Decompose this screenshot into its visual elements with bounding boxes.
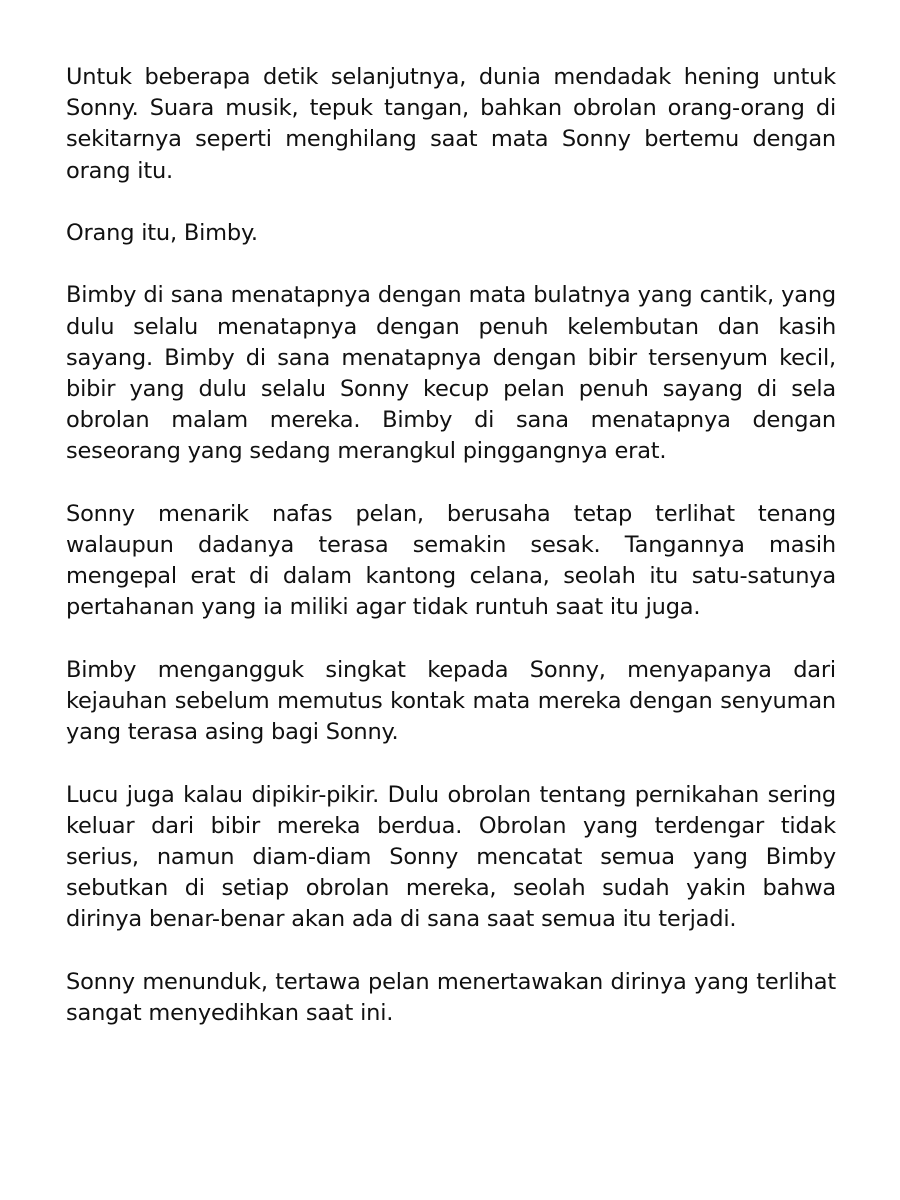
document-page: [66, 62, 836, 1029]
paragraph-4: Sonny menarik nafas pelan, berusaha tetap terlihat tenang walaupun dadanya terasa semakin sesak. Tangannya masih mengepal erat di dalam kantong celana, seolah itu satu-satunya pertahanan yang ia miliki agar tidak runtuh saat itu juga.: [66, 500, 836, 621]
paragraph-7: Sonny menunduk, tertawa pelan menertawakan dirinya yang terlihat sangat menyedihkan saat ini.: [66, 968, 836, 1026]
paragraph-2: Orang itu, Bimby.: [66, 220, 258, 246]
paragraph-3: Bimby di sana menatapnya dengan mata bulatnya yang cantik, yang dulu selalu menatapnya dengan penuh kelembutan dan kasih sayang. Bimby di sana menatapnya dengan bibir tersenyum kecil, bibir yang dulu selalu Sonny kecup pelan penuh sayang di sela obrolan malam mereka. Bimby di sana menatapnya dengan seseorang yang sedang merangkul pinggangnya erat.: [66, 282, 836, 465]
paragraph-6: Lucu juga kalau dipikir-pikir. Dulu obrolan tentang pernikahan sering keluar dari bibir mereka berdua. Obrolan yang terdengar tidak serius, namun diam-diam Sonny mencatat semua yang Bimby sebutkan di setiap obrolan mereka, seolah sudah yakin bahwa dirinya benar-benar akan ada di sana saat semua itu terjadi.: [66, 781, 836, 933]
paragraph-1: Untuk beberapa detik selanjutnya, dunia mendadak hening untuk Sonny. Suara musik, tepuk tangan, bahkan obrolan orang-orang di sekitarnya seperti menghilang saat mata Sonny bertemu dengan orang itu.: [66, 64, 836, 184]
paragraph-5: Bimby mengangguk singkat kepada Sonny, menyapanya dari kejauhan sebelum memutus kontak mata mereka dengan senyuman yang terasa asing bagi Sonny.: [66, 656, 836, 746]
